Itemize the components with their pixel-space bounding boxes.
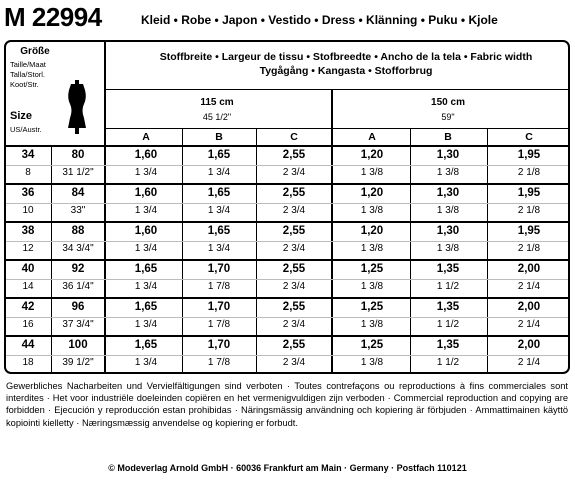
meters-value: 1,35 — [436, 263, 460, 275]
yards-value: 1 3/8 — [360, 281, 384, 292]
meters-value: 2,55 — [282, 149, 306, 161]
yards-value: 1 1/2 — [436, 357, 460, 368]
bust-cm: 96 — [71, 301, 85, 313]
size-eu: 44 — [21, 339, 35, 351]
yards-value: 2 3/4 — [282, 319, 306, 330]
yards-value: 1 3/4 — [207, 205, 231, 216]
meters-value: 1,30 — [436, 225, 460, 237]
pattern-number: M 22994 — [4, 2, 102, 32]
bust-inch: 33" — [70, 205, 86, 216]
bust-inch: 39 1/2" — [62, 357, 94, 368]
meters-value: 1,95 — [517, 225, 541, 237]
bust-inch: 31 1/2" — [62, 167, 94, 178]
yards-value: 1 3/8 — [360, 167, 384, 178]
yards-value: 2 1/4 — [517, 319, 541, 330]
publisher-line: © Modeverlag Arnold GmbH · 60036 Frankfurt am Main · Germany · Postfach 110121 — [108, 463, 467, 473]
yardage-table — [4, 40, 570, 374]
meters-value: 1,65 — [207, 225, 231, 237]
fabric-width-heading: Stoffbreite • Largeur de tissu • Stofbreedte • Ancho de la tela • Fabric width — [159, 51, 533, 63]
yards-value: 1 3/4 — [207, 243, 231, 254]
meters-value: 1,20 — [360, 149, 384, 161]
view-label: C — [525, 131, 533, 143]
bust-cm: 88 — [71, 225, 85, 237]
yards-value: 1 1/2 — [436, 281, 460, 292]
meters-value: 1,25 — [360, 263, 384, 275]
yards-value: 1 3/8 — [360, 319, 384, 330]
size-eu: 38 — [21, 225, 35, 237]
bust-cm: 84 — [71, 187, 85, 199]
yards-value: 2 3/4 — [282, 281, 306, 292]
meters-value: 2,55 — [282, 263, 306, 275]
view-label: B — [215, 131, 223, 143]
bust-cm: 80 — [71, 149, 85, 161]
yards-value: 1 3/8 — [360, 205, 384, 216]
yards-value: 2 1/4 — [517, 281, 541, 292]
size-eu: 42 — [21, 301, 35, 313]
size-sub-label: Koot/Str. — [10, 80, 39, 89]
view-label: A — [142, 131, 150, 143]
yards-value: 1 3/4 — [134, 167, 158, 178]
bust-inch: 37 3/4" — [62, 319, 94, 330]
meters-value: 1,60 — [134, 149, 158, 161]
meters-value: 1,65 — [134, 339, 158, 351]
size-us: 12 — [22, 243, 34, 254]
yards-value: 1 1/2 — [436, 319, 460, 330]
meters-value: 2,55 — [282, 301, 306, 313]
width-150-label: 150 cm — [431, 97, 465, 108]
page-header — [4, 4, 570, 32]
meters-value: 1,35 — [436, 339, 460, 351]
yards-value: 2 1/8 — [517, 205, 541, 216]
yards-value: 1 7/8 — [207, 319, 231, 330]
size-label: Größe — [20, 46, 50, 57]
meters-value: 1,95 — [517, 187, 541, 199]
meters-value: 1,60 — [134, 225, 158, 237]
width-115-label: 115 cm — [200, 97, 234, 108]
yards-value: 1 3/8 — [436, 205, 460, 216]
meters-value: 1,70 — [207, 339, 231, 351]
meters-value: 1,95 — [517, 149, 541, 161]
yards-value: 2 1/8 — [517, 243, 541, 254]
size-eu: 40 — [21, 263, 35, 275]
meters-value: 1,65 — [207, 187, 231, 199]
size-eu: 34 — [21, 149, 35, 161]
size-label-en: Size — [10, 110, 33, 122]
meters-value: 2,55 — [282, 225, 306, 237]
yards-value: 2 3/4 — [282, 243, 306, 254]
meters-value: 1,20 — [360, 187, 384, 199]
meters-value: 1,70 — [207, 263, 231, 275]
size-sub-label: Talla/Storl. — [10, 70, 46, 79]
yards-value: 2 3/4 — [282, 357, 306, 368]
meters-value: 1,70 — [207, 301, 231, 313]
garment-titles: Kleid • Robe • Japon • Vestido • Dress • Klänning • Puku • Kjole — [141, 13, 498, 27]
meters-value: 1,65 — [134, 263, 158, 275]
meters-value: 1,20 — [360, 225, 384, 237]
yards-value: 1 3/4 — [134, 243, 158, 254]
size-us: 10 — [22, 205, 34, 216]
meters-value: 2,55 — [282, 187, 306, 199]
yards-value: 2 3/4 — [282, 205, 306, 216]
yards-value: 1 3/4 — [134, 319, 158, 330]
size-us: 14 — [22, 281, 34, 292]
meters-value: 1,30 — [436, 149, 460, 161]
view-label: A — [368, 131, 376, 143]
yards-value: 2 1/8 — [517, 167, 541, 178]
size-us: 16 — [22, 319, 34, 330]
meters-value: 1,65 — [207, 149, 231, 161]
size-us: 8 — [25, 167, 31, 178]
yards-value: 1 3/8 — [360, 243, 384, 254]
meters-value: 1,35 — [436, 301, 460, 313]
width-115-inch: 45 1/2" — [202, 112, 232, 122]
meters-value: 1,25 — [360, 301, 384, 313]
yards-value: 1 7/8 — [207, 281, 231, 292]
view-label: B — [444, 131, 452, 143]
bust-cm: 92 — [71, 263, 85, 275]
view-label: C — [290, 131, 298, 143]
yards-value: 1 3/8 — [436, 243, 460, 254]
yards-value: 1 3/4 — [134, 281, 158, 292]
bust-inch: 34 3/4" — [62, 243, 94, 254]
yards-value: 2 1/4 — [517, 357, 541, 368]
yards-value: 1 7/8 — [207, 357, 231, 368]
size-sub-label-us: US/Austr. — [10, 125, 42, 134]
yards-value: 1 3/4 — [207, 167, 231, 178]
yards-value: 1 3/8 — [360, 357, 384, 368]
size-us: 18 — [22, 357, 34, 368]
meters-value: 2,00 — [517, 339, 541, 351]
meters-value: 1,25 — [360, 339, 384, 351]
size-sub-label: Taille/Maat — [10, 60, 46, 69]
yards-value: 1 3/4 — [134, 205, 158, 216]
bust-inch: 36 1/4" — [62, 281, 94, 292]
dress-form-icon — [66, 80, 88, 136]
yards-value: 1 3/4 — [134, 357, 158, 368]
meters-value: 1,60 — [134, 187, 158, 199]
bust-cm: 100 — [68, 339, 88, 351]
meters-value: 2,00 — [517, 263, 541, 275]
yards-value: 1 3/8 — [436, 167, 460, 178]
fabric-width-heading-2: Tygågång • Kangasta • Stofforbrug — [259, 65, 433, 77]
copyright-notice: Gewerbliches Nacharbeiten und Vervielfältigungen sind verboten · Toutes contrefaçons ou reproductions à fins commerciales sont interdites · Het voor industriële doeleinden copiëren en het vermenigvuldigen zijn verboden · Commercial reproduction and copying are forbidden · Ejecución y reproducción estan prohibidas · Näringsmässig användning och kopiering är förbjuden · Ammattimainen käyttö kopiointi kielletty · Næringsmæssig anvendelse og kopiering er forbudt. — [6, 381, 568, 428]
meters-value: 1,65 — [134, 301, 158, 313]
meters-value: 2,55 — [282, 339, 306, 351]
width-150-inch: 59" — [441, 112, 455, 122]
yards-value: 2 3/4 — [282, 167, 306, 178]
meters-value: 1,30 — [436, 187, 460, 199]
meters-value: 2,00 — [517, 301, 541, 313]
size-eu: 36 — [21, 187, 35, 199]
